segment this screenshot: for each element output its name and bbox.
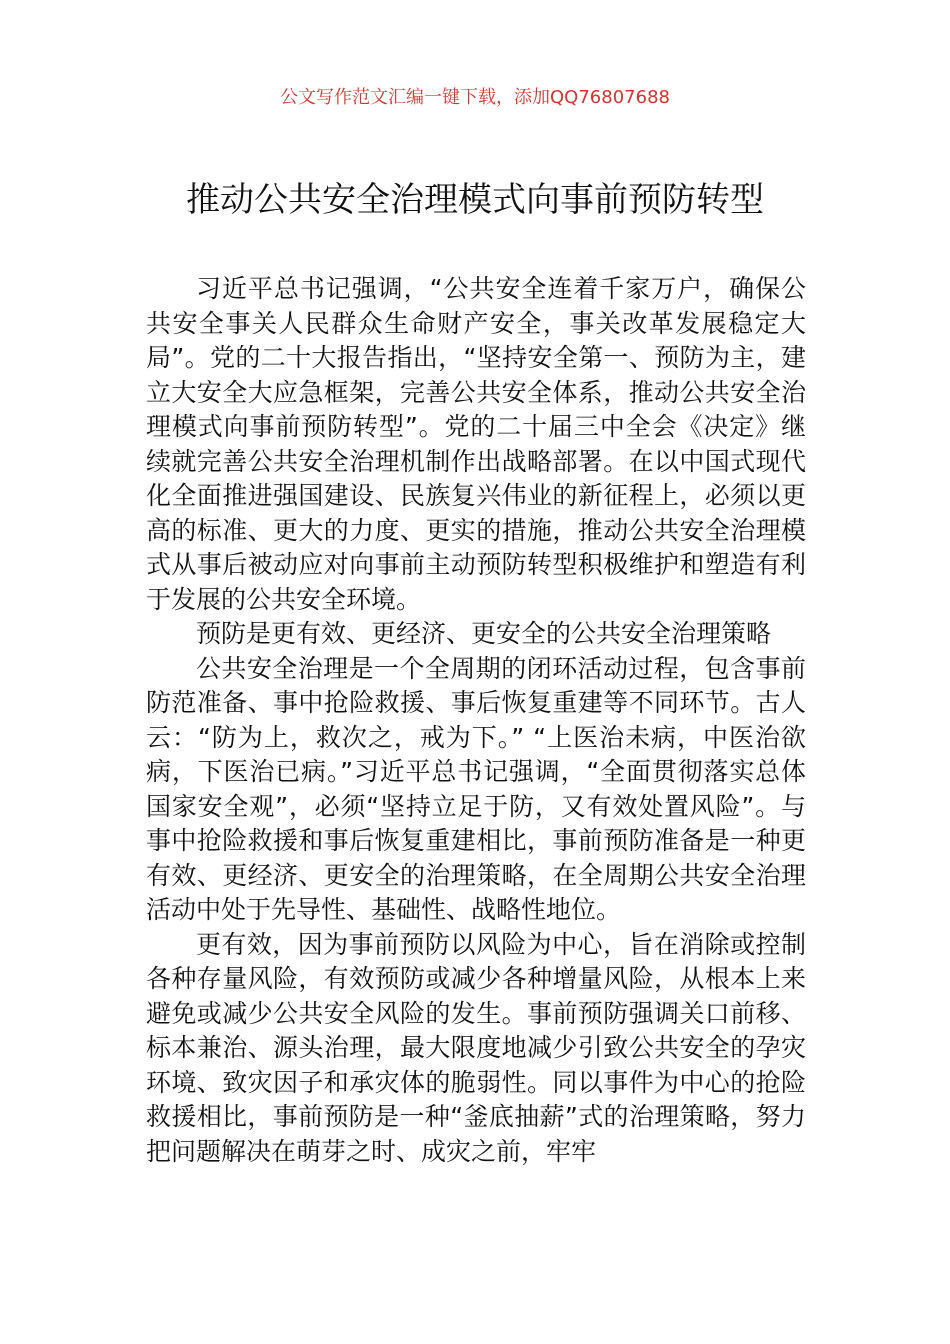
page-title: 推动公共安全治理模式向事前预防转型 — [186, 180, 764, 220]
paragraph-intro: 习近平总书记强调，“公共安全连着千家万户，确保公共安全事关人民群众生命财产安全，事关改革发展稳定大局”。党的二十大报告指出，“坚持安全第一、预防为主，建立大安全大应急框架，完善公共安全体系，推动公共安全治理模式向事前预防转型”。党的二十届三中全会《决定》继续就完善公共安全治理机制作出战略部署。在以中国式现代化全面推进强国建设、民族复兴伟业的新征程上，必须以更高的标准、更大的力度、更实的措施，推动公共安全治理模式从事后被动应对向事前主动预防转型积极维护和塑造有利于发展的公共安全环境。 — [146, 274, 806, 614]
download-notice: 公文写作范文汇编一键下载，添加QQ76807688 — [280, 87, 670, 108]
paragraph-more-effective: 更有效，因为事前预防以风险为中心，旨在消除或控制各种存量风险，有效预防或减少各种增量风险，从根本上来避免或减少公共安全风险的发生。事前预防强调关口前移、标本兼治、源头治理，最大限度地减少引致公共安全的孕灾环境、致灾因子和承灾体的脆弱性。同以事件为中心的抢险救援相比，事前预防是一种“釜底抽薪”式的治理策略，努力把问题解决在萌芽之时、成灾之前，牢牢 — [146, 929, 806, 1166]
article-body — [146, 272, 806, 1169]
paragraph-lifecycle: 公共安全治理是一个全周期的闭环活动过程，包含事前防范准备、事中抢险救援、事后恢复重建等不同环节。古人云：“防为上，救次之，戒为下。” “上医治未病，中医治欲病，下医治已病。”习近平总书记强调，“全面贯彻落实总体国家安全观”，必须“坚持立足于防，又有效处置风险”。与事中抢险救援和事后恢复重建相比，事前预防准备是一种更有效、更经济、更安全的治理策略，在全周期公共安全治理活动中处于先导性、基础性、战略性地位。 — [146, 653, 806, 924]
section-heading: 预防是更有效、更经济、更安全的公共安全治理策略 — [196, 619, 772, 648]
